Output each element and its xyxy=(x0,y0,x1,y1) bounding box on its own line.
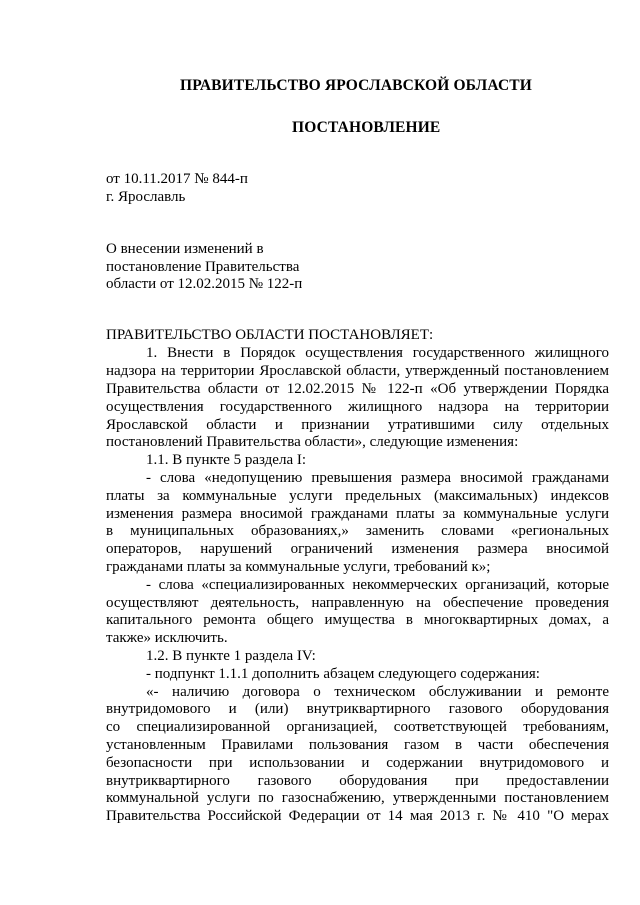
body-line: капитального ремонта общего имущества в многоквартирных домах, а xyxy=(106,612,609,628)
body-line: 1.2. В пункте 1 раздела IV: xyxy=(146,648,316,664)
body-line: надзора на территории Ярославской области, утвержденный постановлением xyxy=(106,363,609,379)
subject-line: области от 12.02.2015 № 122-п xyxy=(106,276,303,292)
body-line: 1. Внести в Порядок осуществления государственного жилищного xyxy=(146,345,609,361)
body-line: внутриквартирного газового оборудования при предоставлении xyxy=(106,773,609,789)
body-line: также» исключить. xyxy=(106,630,228,646)
body-line: постановлений Правительства области», следующие изменения: xyxy=(106,434,519,450)
body-line: - слова «недопущению превышения размера вносимой гражданами xyxy=(146,470,609,486)
body-line: коммунальной услуги по газоснабжению, утвержденными постановлением xyxy=(106,790,609,806)
government-title: ПРАВИТЕЛЬСТВО ЯРОСЛАВСКОЙ ОБЛАСТИ xyxy=(180,77,532,94)
subject-line: постановление Правительства xyxy=(106,259,300,275)
body-line: - подпункт 1.1.1 дополнить абзацем следующего содержания: xyxy=(146,666,540,682)
body-line: осуществляют деятельность, направленную на обеспечение проведения xyxy=(106,595,609,611)
subject-line: О внесении изменений в xyxy=(106,241,264,257)
body-line: изменения размера вносимой гражданами платы за коммунальные услуги xyxy=(106,506,609,522)
city: г. Ярославль xyxy=(106,189,186,205)
document-type-title: ПОСТАНОВЛЕНИЕ xyxy=(292,119,441,136)
body-line: в муниципальных образованиях,» заменить словами «региональных xyxy=(106,523,609,539)
body-line: 1.1. В пункте 5 раздела I: xyxy=(146,452,307,468)
body-line: безопасности при использовании и содержании внутридомового и xyxy=(106,755,609,771)
body-line: осуществления государственного жилищного надзора на территории xyxy=(106,399,609,415)
body-line: Ярославской области и признании утратившими силу отдельных xyxy=(106,417,609,433)
body-line: со специализированной организацией, соответствующей требованиям, xyxy=(106,719,609,735)
body-line: гражданами платы за коммунальные услуги, требований к»; xyxy=(106,559,491,575)
body-line: платы за коммунальные услуги предельных (максимальных) индексов xyxy=(106,488,609,504)
body-line: - слова «специализированных некоммерческих организаций, которые xyxy=(146,577,609,593)
body-line: Правительства Российской Федерации от 14 мая 2013 г. № 410 "О мерах xyxy=(106,808,609,824)
body-line: операторов, нарушений ограничений изменения размера вносимой xyxy=(106,541,609,557)
date-number: от 10.11.2017 № 844-п xyxy=(106,171,248,187)
body-line: внутридомового и (или) внутриквартирного газового оборудования xyxy=(106,701,609,717)
body-line: «- наличию договора о техническом обслуживании и ремонте xyxy=(146,684,609,700)
body-line: Правительства области от 12.02.2015 № 122-п «Об утверждении Порядка xyxy=(106,381,609,397)
body-line: установленным Правилами пользования газом в части обеспечения xyxy=(106,737,609,753)
decree-statement: ПРАВИТЕЛЬСТВО ОБЛАСТИ ПОСТАНОВЛЯЕТ: xyxy=(106,327,434,343)
